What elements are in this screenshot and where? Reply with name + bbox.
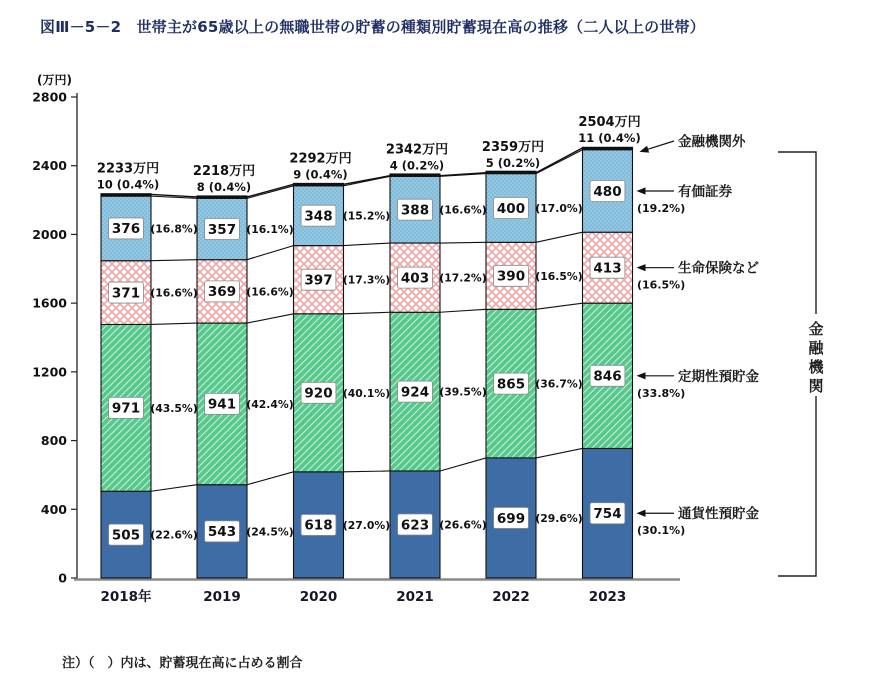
total-label: 2342万円 xyxy=(385,142,449,158)
legend-percent: (30.1%) xyxy=(637,524,686,538)
value-label: 865 xyxy=(496,376,526,393)
bracket-label-char: 金 xyxy=(808,320,824,338)
value-label: 754 xyxy=(593,506,622,523)
value-label: 924 xyxy=(400,384,430,401)
percent-label: (16.6%) xyxy=(150,286,198,300)
outside-institution-label: 10 (0.4%) xyxy=(96,177,160,192)
value-label: 618 xyxy=(304,517,333,534)
x-tick-label: 2018年 xyxy=(100,589,152,605)
connector-line xyxy=(440,458,486,471)
connector-line xyxy=(344,176,391,185)
y-tick-label: 1200 xyxy=(32,364,67,380)
segment-金融機関外 xyxy=(583,147,633,149)
connector-line xyxy=(247,184,294,197)
connector-line xyxy=(247,186,294,199)
percent-label: (15.2%) xyxy=(342,209,391,223)
x-tick-label: 2019 xyxy=(203,589,241,605)
percent-label: (16.1%) xyxy=(246,223,294,237)
value-label: 403 xyxy=(400,270,430,287)
percent-label: (24.5%) xyxy=(246,525,294,539)
connector-line xyxy=(151,260,197,261)
connector-line xyxy=(151,485,197,492)
y-axis xyxy=(32,73,77,586)
legend-通貨性預貯金: 通貨性預貯金 xyxy=(678,506,759,523)
connector-line xyxy=(440,242,486,243)
value-label: 390 xyxy=(496,268,526,285)
connector-line xyxy=(344,243,391,246)
connector-line xyxy=(344,471,391,472)
figure-footnote: 注）（ ）内は、貯蓄現在高に占める割合 xyxy=(62,656,303,671)
right-annotations xyxy=(637,133,760,537)
y-axis-unit: (万円) xyxy=(37,73,72,87)
y-tick-label: 2000 xyxy=(32,226,67,242)
connector-line xyxy=(247,246,294,260)
y-tick-label: 2800 xyxy=(32,89,67,105)
value-label: 388 xyxy=(400,202,430,219)
segment-金融機関外 xyxy=(294,183,344,185)
segment-金融機関外 xyxy=(486,171,536,173)
percent-label: (17.2%) xyxy=(439,271,487,285)
y-tick-label: 0 xyxy=(58,570,67,586)
legend-kinyukikangai: 金融機関外 xyxy=(678,134,746,150)
value-label: 397 xyxy=(304,272,333,289)
value-label: 623 xyxy=(400,517,430,534)
connector-line xyxy=(536,448,583,457)
outside-institution-label: 5 (0.2%) xyxy=(485,155,541,170)
value-label: 480 xyxy=(593,183,622,200)
x-tick-label: 2022 xyxy=(492,589,530,605)
percent-label: (16.5%) xyxy=(535,269,583,283)
x-axis-labels xyxy=(100,588,626,605)
value-label: 971 xyxy=(111,400,141,417)
connector-line xyxy=(344,312,391,314)
outside-institution-label: 11 (0.4%) xyxy=(578,130,641,145)
percent-label: (16.6%) xyxy=(246,285,294,299)
legend-percent: (16.5%) xyxy=(637,278,686,292)
value-label: 543 xyxy=(207,524,237,541)
value-label: 369 xyxy=(207,284,237,301)
connector-line xyxy=(247,472,294,485)
legend-percent: (19.2%) xyxy=(637,201,686,215)
legend-生命保険など: 生命保険など xyxy=(678,260,759,277)
outside-institution-label: 4 (0.2%) xyxy=(389,158,445,173)
percent-label: (29.6%) xyxy=(535,511,583,525)
percent-label: (26.6%) xyxy=(439,518,487,532)
total-label: 2233万円 xyxy=(96,161,160,177)
bracket-label-char: 融 xyxy=(808,339,824,357)
percent-label: (43.5%) xyxy=(150,401,198,415)
total-label: 2504万円 xyxy=(578,114,641,130)
institution-bracket xyxy=(778,152,824,576)
value-label: 505 xyxy=(111,527,141,544)
percent-label: (16.8%) xyxy=(150,222,198,236)
segment-金融機関外 xyxy=(197,196,247,198)
percent-label: (17.3%) xyxy=(342,273,391,287)
value-label: 941 xyxy=(207,396,237,413)
percent-label: (22.6%) xyxy=(150,528,198,542)
connector-line xyxy=(536,232,583,242)
value-label: 413 xyxy=(593,260,622,277)
x-tick-label: 2023 xyxy=(588,589,627,605)
outside-institution-label: 8 (0.4%) xyxy=(196,179,252,194)
outside-institution-label: 9 (0.4%) xyxy=(293,167,348,182)
percent-label: (27.0%) xyxy=(342,518,391,532)
x-tick-label: 2021 xyxy=(396,589,434,605)
percent-label: (17.0%) xyxy=(535,201,583,215)
value-label: 371 xyxy=(111,285,141,302)
connector-line xyxy=(151,323,197,324)
percent-label: (42.4%) xyxy=(246,397,294,411)
bar-2018年 xyxy=(101,194,151,578)
y-tick-label: 2400 xyxy=(32,158,67,174)
percent-label: (39.5%) xyxy=(439,385,487,399)
value-label: 348 xyxy=(304,208,333,225)
value-label: 376 xyxy=(111,221,141,238)
connector-line xyxy=(247,314,294,323)
y-tick-label: 800 xyxy=(40,433,67,449)
bracket-label-char: 機 xyxy=(808,358,824,376)
value-label: 357 xyxy=(207,221,237,238)
segment-金融機関外 xyxy=(101,194,151,196)
x-tick-label: 2020 xyxy=(299,589,338,605)
total-label: 2292万円 xyxy=(289,151,352,167)
percent-label: (40.1%) xyxy=(342,386,391,400)
connector-line xyxy=(440,309,486,312)
segment-金融機関外 xyxy=(390,174,440,176)
value-label: 699 xyxy=(496,510,526,527)
value-label: 920 xyxy=(304,385,333,402)
legend-有価証券: 有価証券 xyxy=(678,183,732,200)
percent-label: (36.7%) xyxy=(535,377,583,391)
legend-percent: (33.8%) xyxy=(637,386,686,400)
connector-line xyxy=(344,176,391,185)
bracket-label-char: 関 xyxy=(808,377,824,395)
legend-定期性預貯金: 定期性預貯金 xyxy=(678,368,759,385)
total-label: 2218万円 xyxy=(192,163,256,179)
total-label: 2359万円 xyxy=(481,139,545,155)
connector-line xyxy=(536,303,583,309)
value-label: 400 xyxy=(496,200,526,217)
value-label: 846 xyxy=(593,368,622,385)
percent-label: (16.6%) xyxy=(439,203,487,217)
figure-title: 図Ⅲ－5－2 世帯主が65歳以上の無職世帯の貯蓄の種類別貯蓄現在高の推移（二人以上の世帯） xyxy=(40,18,705,36)
y-tick-label: 1600 xyxy=(32,295,67,311)
y-tick-label: 400 xyxy=(40,501,67,517)
